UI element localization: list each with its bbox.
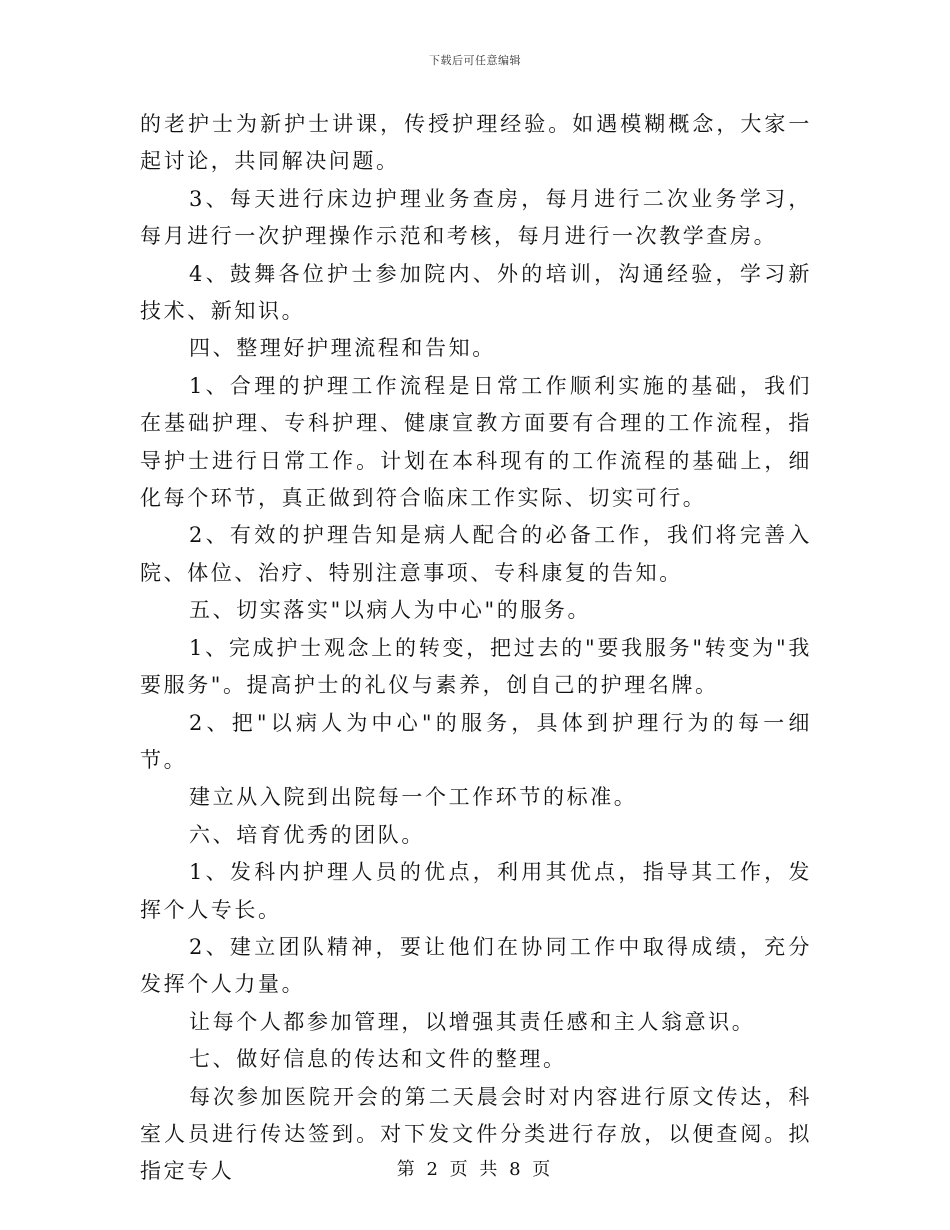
- paragraph-12: 1、发科内护理人员的优点，利用其优点，指导其工作，发挥个人专长。: [140, 860, 812, 922]
- document-body: [140, 106, 812, 1191]
- section-heading-7: 七、做好信息的传达和文件的整理。: [189, 1047, 567, 1072]
- paragraph-1: 的老护士为新护士讲课，传授护理经验。如遇模糊概念，大家一起讨论，共同解决问题。: [140, 112, 812, 174]
- paragraph-9: 2、把"以病人为中心"的服务，具体到护理行为的每一细节。: [140, 710, 812, 772]
- paragraph-14: 让每个人都参加管理，以增强其责任感和主人翁意识。: [189, 1009, 756, 1034]
- page-header: 下载后可任意编辑: [429, 54, 521, 67]
- paragraph-3: 4、鼓舞各位护士参加院内、外的培训，沟通经验，学习新技术、新知识。: [140, 261, 812, 324]
- paragraph-5: 1、合理的护理工作流程是日常工作顺利实施的基础，我们在基础护理、专科护理、健康宣教方面要有合理的工作流程，指导护士进行日常工作。计划在本科现有的工作流程的基础上，细化每个环节，真正做到符合临床工作实际、切实可行。: [140, 373, 812, 511]
- paragraph-6: 2、有效的护理告知是病人配合的必备工作，我们将完善入院、体位、治疗、特别注意事项、专科康复的告知。: [140, 523, 812, 585]
- section-heading-5: 五、切实落实"以病人为中心"的服务。: [189, 598, 592, 623]
- paragraph-16: 每次参加医院开会的第二天晨会时对内容进行原文传达，科室人员进行传达签到。对下发文件分类进行存放，以便查阅。拟指定专人: [140, 1084, 812, 1184]
- paragraph-13: 2、建立团队精神，要让他们在协同工作中取得成绩，充分发挥个人力量。: [140, 934, 812, 997]
- section-heading-4: 四、整理好护理流程和告知。: [189, 336, 496, 361]
- paragraph-10: 建立从入院到出院每一个工作环节的标准。: [189, 785, 638, 810]
- page-number-footer: 第 2 页 共 8 页: [396, 1159, 554, 1180]
- section-heading-6: 六、培育优秀的团队。: [189, 822, 425, 847]
- paragraph-2: 3、每天进行床边护理业务查房，每月进行二次业务学习，每月进行一次护理操作示范和考核，每月进行一次教学查房。: [140, 186, 812, 249]
- paragraph-8: 1、完成护士观念上的转变，把过去的"要我服务"转变为"我要服务"。提高护士的礼仪与素养，创自己的护理名牌。: [140, 635, 812, 698]
